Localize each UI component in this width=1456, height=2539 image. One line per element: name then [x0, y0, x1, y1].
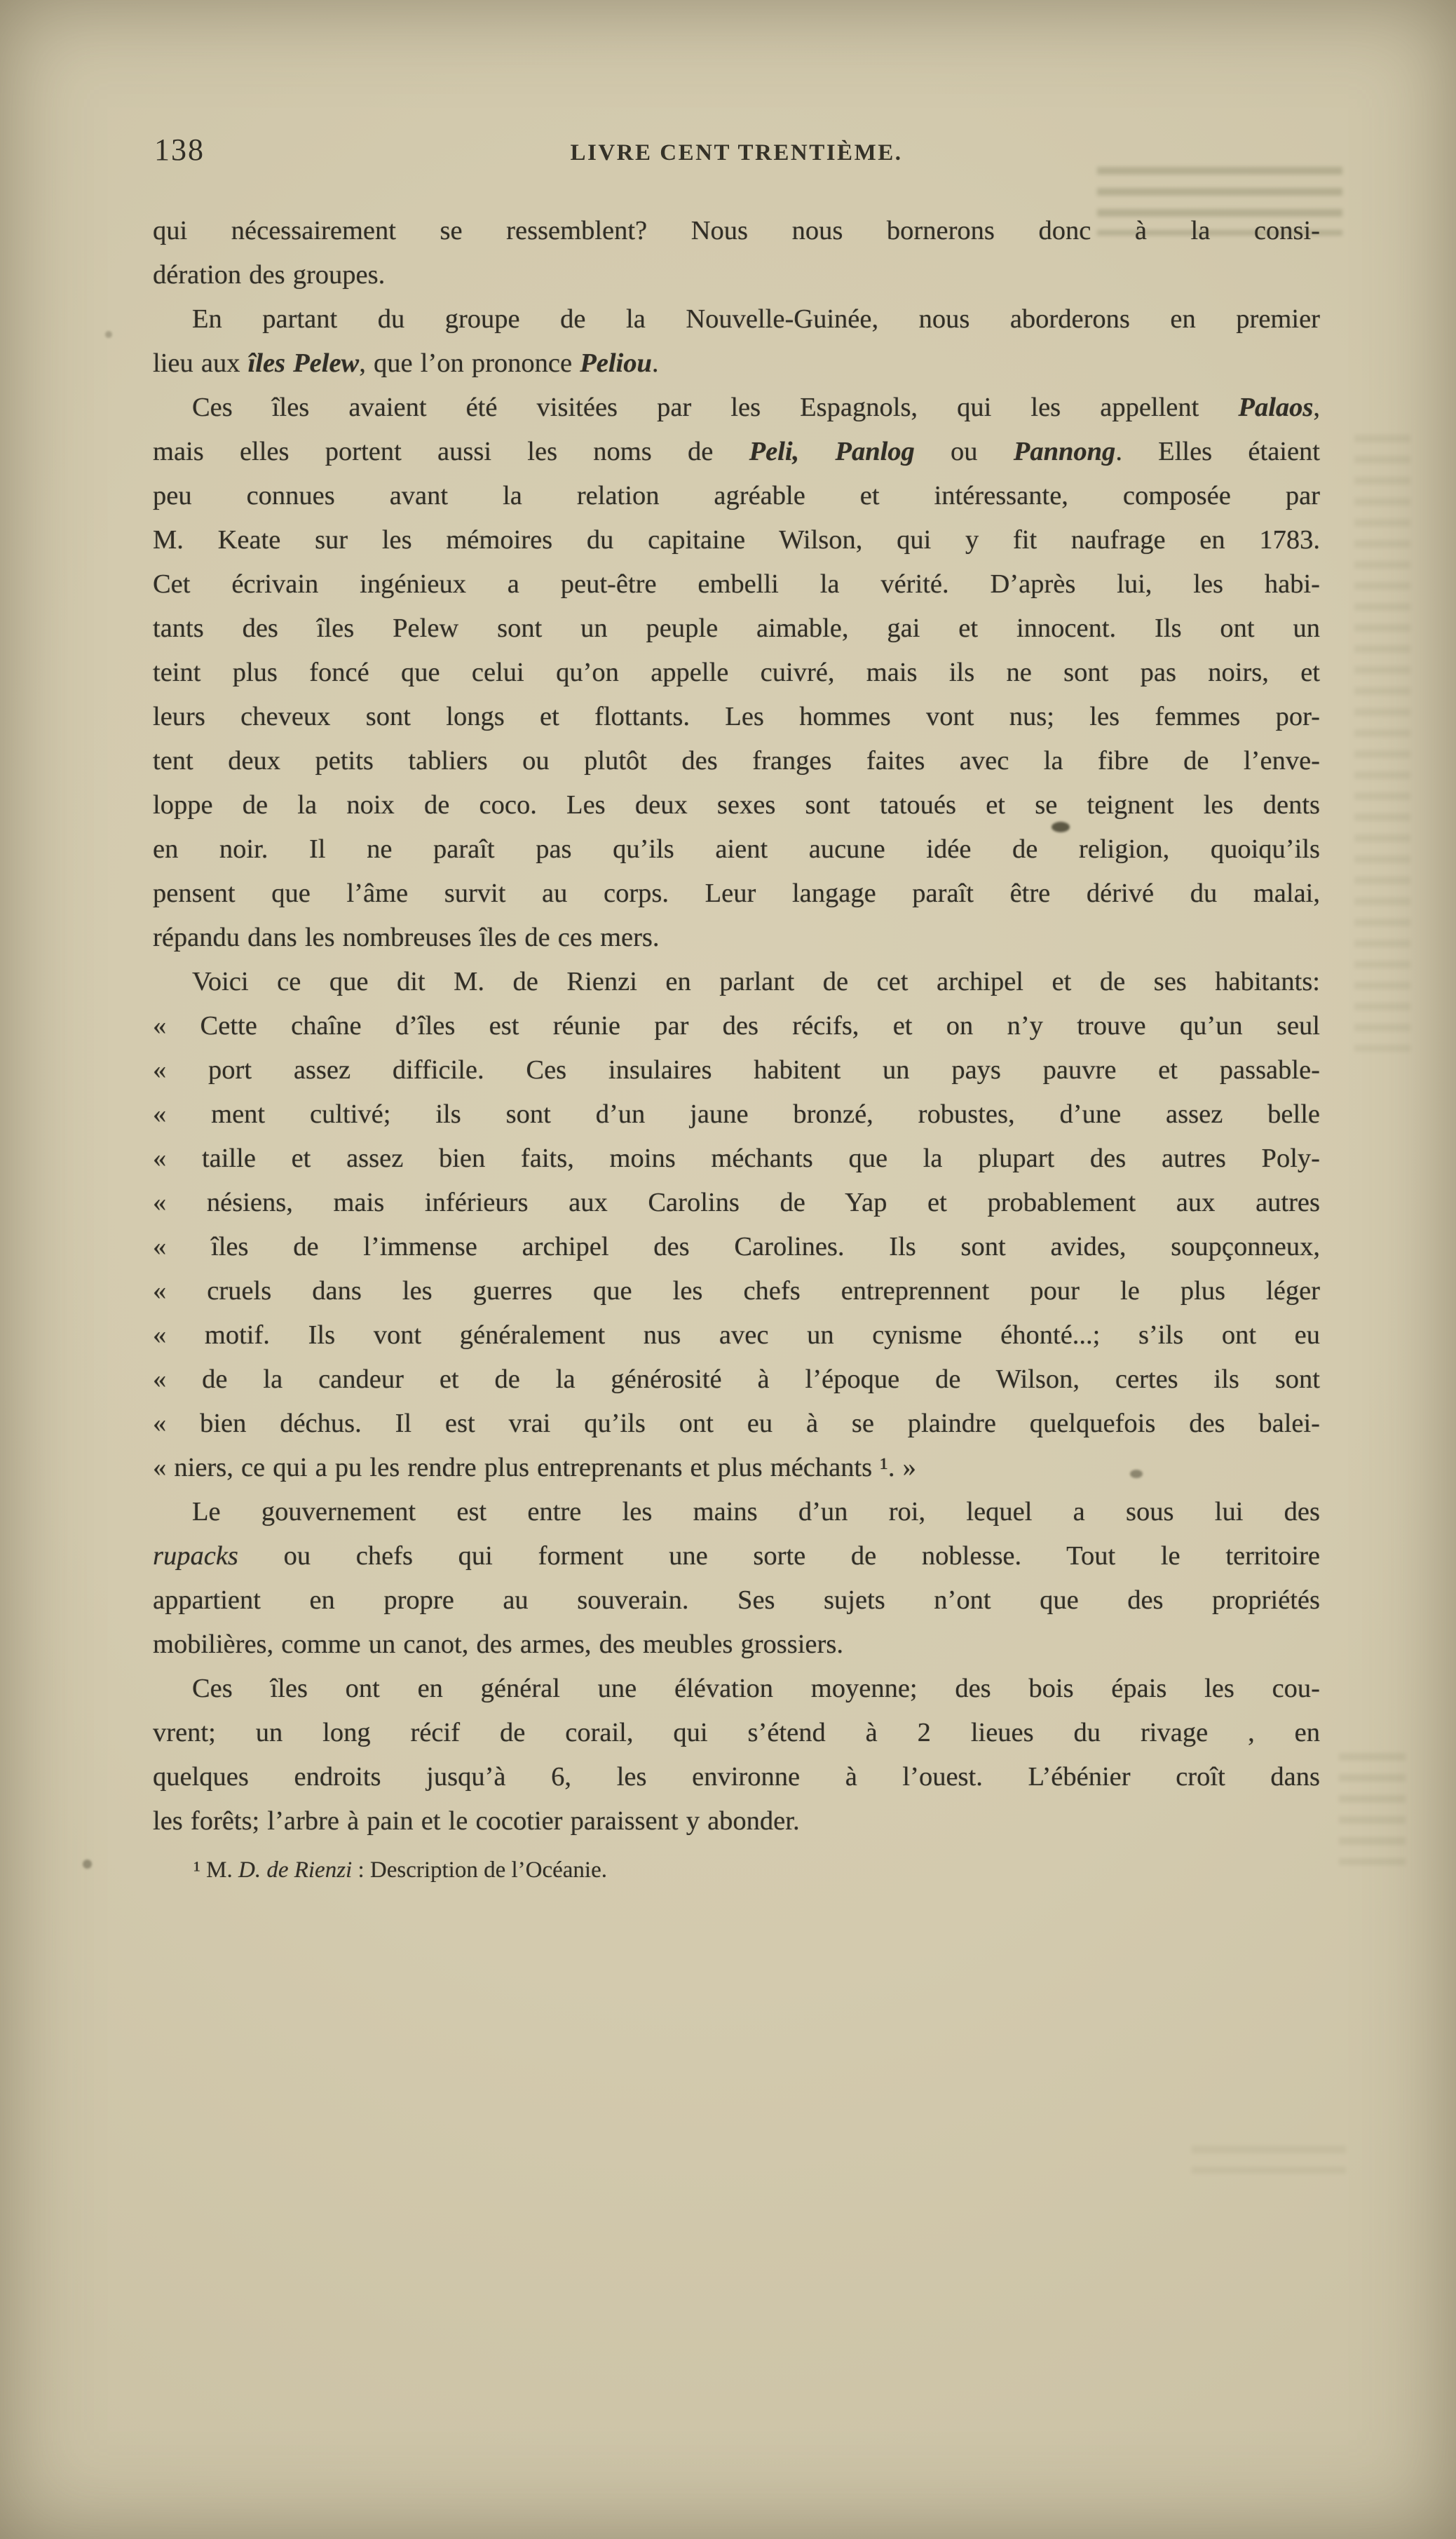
text-line: [153, 1578, 1320, 1623]
text-line: [153, 209, 1320, 253]
text-run: Peliou: [580, 348, 652, 378]
text-run: appartient en propre au souverain. Ses sujets n’ont que des propriétés: [153, 1585, 1320, 1615]
text-block: [153, 135, 1320, 1885]
text-line: [153, 739, 1320, 783]
text-run: loppe de la noix de coco. Les deux sexes sont tatoués et se teignent les dents: [153, 790, 1320, 820]
text-line: [153, 827, 1320, 872]
text-run: .: [651, 348, 659, 378]
text-line: [153, 1755, 1320, 1799]
page-header: [153, 135, 1320, 175]
text-run: « nésiens, mais inférieurs aux Carolins de Yap et probablement aux autres: [153, 1188, 1320, 1217]
text-run: rupacks: [153, 1541, 238, 1571]
text-line: [153, 297, 1320, 341]
text-line: [153, 253, 1320, 297]
text-line: [153, 1092, 1320, 1137]
text-run: , que l’on prononce: [359, 348, 580, 378]
text-run: ¹ M.: [193, 1857, 238, 1883]
text-line: [153, 1357, 1320, 1402]
text-run: Ces îles avaient été visitées par les Espagnols, qui les appellent: [192, 393, 1239, 422]
text-run: peu connues avant la relation agréable et intéressante, composée par: [153, 481, 1320, 510]
text-run: ,: [1313, 393, 1320, 422]
text-line: [153, 783, 1320, 827]
text-line: [153, 1313, 1320, 1357]
text-line: [153, 1004, 1320, 1048]
text-run: ou: [914, 437, 1014, 466]
text-line: [153, 651, 1320, 695]
text-run: M. Keate sur les mémoires du capitaine Wilson, qui y fit naufrage en 1783.: [153, 525, 1320, 555]
showthrough-artifact: [1354, 435, 1410, 1052]
text-run: tants des îles Pelew sont un peuple aimable, gai et innocent. Ils ont un: [153, 614, 1320, 643]
text-run: mobilières, comme un canot, des armes, des meubles grossiers.: [153, 1630, 843, 1659]
text-line: [153, 1225, 1320, 1269]
text-run: En partant du groupe de la Nouvelle-Guinée, nous aborderons en premier: [192, 304, 1320, 334]
text-run: leurs cheveux sont longs et flottants. Les hommes vont nus; les femmes por-: [153, 702, 1320, 731]
text-run: « cruels dans les guerres que les chefs entreprennent pour le plus léger: [153, 1276, 1320, 1306]
text-run: Voici ce que dit M. de Rienzi en parlant de cet archipel et de ses habitants:: [192, 967, 1320, 996]
text-run: « Cette chaîne d’îles est réunie par des récifs, et on n’y trouve qu’un seul: [153, 1011, 1320, 1041]
text-run: vrent; un long récif de corail, qui s’étend à 2 lieues du rivage , en: [153, 1718, 1320, 1747]
text-run: Palaos: [1238, 393, 1314, 422]
text-line: [153, 1137, 1320, 1181]
footnote-text: [193, 1857, 607, 1883]
text-line: [153, 1623, 1320, 1667]
paragraph: [153, 297, 1320, 386]
text-run: D. de Rienzi: [238, 1857, 353, 1883]
text-line: [153, 872, 1320, 916]
text-line: [153, 430, 1320, 474]
text-run: Pannong: [1013, 437, 1116, 466]
text-run: lieu aux: [153, 348, 248, 378]
text-line: [153, 1799, 1320, 1843]
text-line: [153, 960, 1320, 1004]
ink-blot: [83, 1860, 92, 1869]
page-body: [153, 209, 1320, 1843]
text-run: « de la candeur et de la générosité à l’époque de Wilson, certes ils sont: [153, 1365, 1320, 1394]
paragraph: [153, 386, 1320, 960]
text-line: [153, 562, 1320, 607]
text-run: dération des groupes.: [153, 260, 386, 290]
text-run: qui nécessairement se ressemblent? Nous nous bornerons donc à la consi-: [153, 216, 1320, 245]
text-run: « motif. Ils vont généralement nus avec un cynisme éhonté...; s’ils ont eu: [153, 1320, 1320, 1350]
text-run: . Elles étaient: [1115, 437, 1321, 466]
showthrough-artifact: [1192, 2146, 1346, 2174]
text-run: mais elles portent aussi les noms de: [153, 437, 749, 466]
text-line: [153, 1048, 1320, 1092]
text-run: Cet écrivain ingénieux a peut-être embelli la vérité. D’après lui, les habi-: [153, 569, 1320, 599]
text-run: les forêts; l’arbre à pain et le cocotier paraissent y abonder.: [153, 1806, 800, 1836]
text-run: « taille et assez bien faits, moins méchants que la plupart des autres Poly-: [153, 1144, 1320, 1173]
text-line: [153, 1269, 1320, 1313]
text-run: îles Pelew: [247, 348, 360, 378]
text-line: [153, 341, 1320, 386]
text-run: « bien déchus. Il est vrai qu’ils ont eu à se plaindre quelquefois des balei-: [153, 1409, 1320, 1438]
paragraph: [153, 1490, 1320, 1667]
text-line: [153, 607, 1320, 651]
ink-blot: [105, 331, 112, 338]
text-run: teint plus foncé que celui qu’on appelle cuivré, mais ils ne sont pas noirs, et: [153, 658, 1320, 687]
text-run: pensent que l’âme survit au corps. Leur langage paraît être dérivé du malai,: [153, 879, 1320, 908]
text-run: : Description de l’Océanie.: [352, 1857, 607, 1883]
text-run: répandu dans les nombreuses îles de ces mers.: [153, 923, 660, 952]
text-line: [153, 1181, 1320, 1225]
text-line: [153, 386, 1320, 430]
text-line: [153, 1667, 1320, 1711]
text-run: « îles de l’immense archipel des Carolines. Ils sont avides, soupçonneux,: [153, 1232, 1320, 1261]
text-line: [153, 1490, 1320, 1534]
text-line: [153, 474, 1320, 518]
running-title: LIVRE CENT TRENTIÈME.: [570, 140, 903, 165]
footnote: [153, 1855, 1320, 1885]
paragraph: [153, 1667, 1320, 1843]
paragraph: [153, 960, 1320, 1490]
paragraph: [153, 209, 1320, 297]
text-run: « ment cultivé; ils sont d’un jaune bronzé, robustes, d’une assez belle: [153, 1099, 1320, 1129]
text-run: Peli, Panlog: [749, 437, 915, 466]
text-line: [153, 1446, 1320, 1490]
text-line: [153, 518, 1320, 562]
text-line: [153, 695, 1320, 739]
text-line: [153, 1534, 1320, 1578]
text-run: Ces îles ont en général une élévation moyenne; des bois épais les cou-: [192, 1674, 1320, 1703]
text-run: en noir. Il ne paraît pas qu’ils aient aucune idée de religion, quoiqu’ils: [153, 834, 1320, 864]
text-run: Le gouvernement est entre les mains d’un roi, lequel a sous lui des: [192, 1497, 1320, 1526]
text-run: « niers, ce qui a pu les rendre plus entreprenants et plus méchants ¹. »: [153, 1453, 916, 1482]
text-run: quelques endroits jusqu’à 6, les environne à l’ouest. L’ébénier croît dans: [153, 1762, 1320, 1792]
text-line: [153, 1711, 1320, 1755]
text-line: [153, 916, 1320, 960]
text-run: « port assez difficile. Ces insulaires habitent un pays pauvre et passable-: [153, 1055, 1320, 1085]
showthrough-artifact: [1339, 1753, 1406, 1865]
text-line: [153, 1402, 1320, 1446]
text-run: tent deux petits tabliers ou plutôt des franges faites avec la fibre de l’enve-: [153, 746, 1320, 776]
page-number: 138: [154, 133, 205, 167]
text-run: ou chefs qui forment une sorte de noblesse. Tout le territoire: [238, 1541, 1320, 1571]
